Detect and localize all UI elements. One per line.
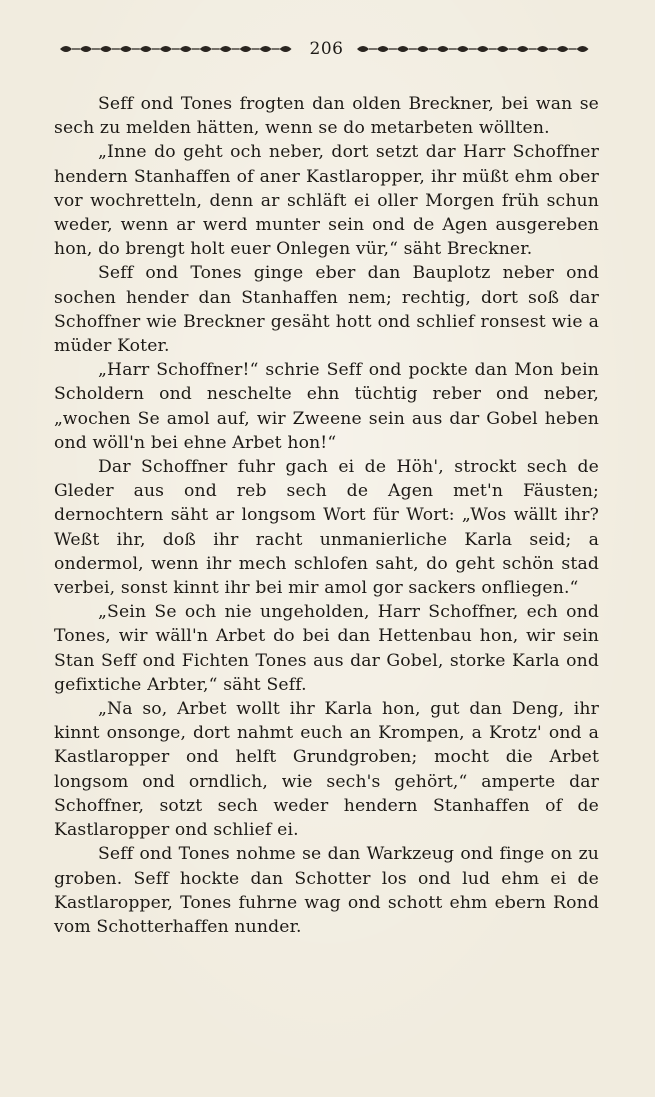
paragraph: „Inne do geht och neber, dort setzt dar Harr Schoffner hendern Stanhaffen of aner Kastlaropper, ihr müßt ehm ober vor wochretteln, denn ar schläft ei oller Morgen früh schun weder, wenn ar werd munter sein ond de Agen ausgereben hon, do brengt holt euer Onlegen vür,“ säht Breckner. xyxy=(54,142,599,260)
paragraph: Seff ond Tones ginge eber dan Bauplotz neber ond sochen hender dan Stanhaffen nem; rechtig, dort soß dar Schoffner wie Breckner gesäht hott ond schlief ronsest wie a müder Koter. xyxy=(54,263,599,357)
paragraph: Seff ond Tones frogten dan olden Breckner, bei wan se sech zu melden hätten, wenn se do metarbeten wöllten. xyxy=(54,94,599,139)
paragraph: „Sein Se och nie ungeholden, Harr Schoffner, ech ond Tones, wir wäll'n Arbet do bei dan Hettenbau hon, wir sein Stan Seff ond Fichten Tones aus dar Gobel, storke Karla ond gefixtiche Arbter,“ säht Seff. xyxy=(54,602,599,695)
page-header xyxy=(58,38,595,60)
paragraph: Dar Schoffner fuhr gach ei de Höh', strockt sech de Gleder aus ond reb sech de Agen met'n Fäusten; dernochtern säht ar longsom Wort für Wort: „Wos wällt ihr? Weßt ihr, doß ihr racht unmanierliche Karla seid; a ondermol, wenn ihr mech schlofen saht, do geht schön stad verbei, sonst kinnt ihr bei mir amol gor sackers onfliegen.“ xyxy=(54,457,599,599)
left-ornament xyxy=(58,42,298,56)
paragraph: Seff ond Tones nohme se dan Warkzeug ond finge on zu groben. Seff hockte dan Schotter los ond lud ehm ei de Kastlaropper, Tones fuhrne wag ond schott ehm ebern Rond vom Schotterhaffen nunder. xyxy=(54,844,599,937)
page-number: 206 xyxy=(309,39,344,59)
paragraph: „Harr Schoffner!“ schrie Seff ond pockte dan Mon bein Scholdern ond neschelte ehn tüchtig reber ond neber, „wochen Se amol auf, wir Zweene sein aus dar Gobel heben ond wöll'n bei ehne Arbet hon!“ xyxy=(54,360,599,453)
right-ornament xyxy=(355,42,595,56)
paragraph: „Na so, Arbet wollt ihr Karla hon, gut dan Deng, ihr kinnt onsonge, dort nahmt euch an Krompen, a Krotz' ond a Kastlaropper ond helft Grundgroben; mocht die Arbet longsom ond orndlich, wie sech's gehört,“ amperte dar Schoffner, sotzt sech weder hendern Stanhaffen of de Kastlaropper ond schlief ei. xyxy=(54,699,599,841)
body-text xyxy=(54,92,599,939)
ornament-border-icon xyxy=(355,42,595,56)
ornament-border-icon xyxy=(58,42,298,56)
